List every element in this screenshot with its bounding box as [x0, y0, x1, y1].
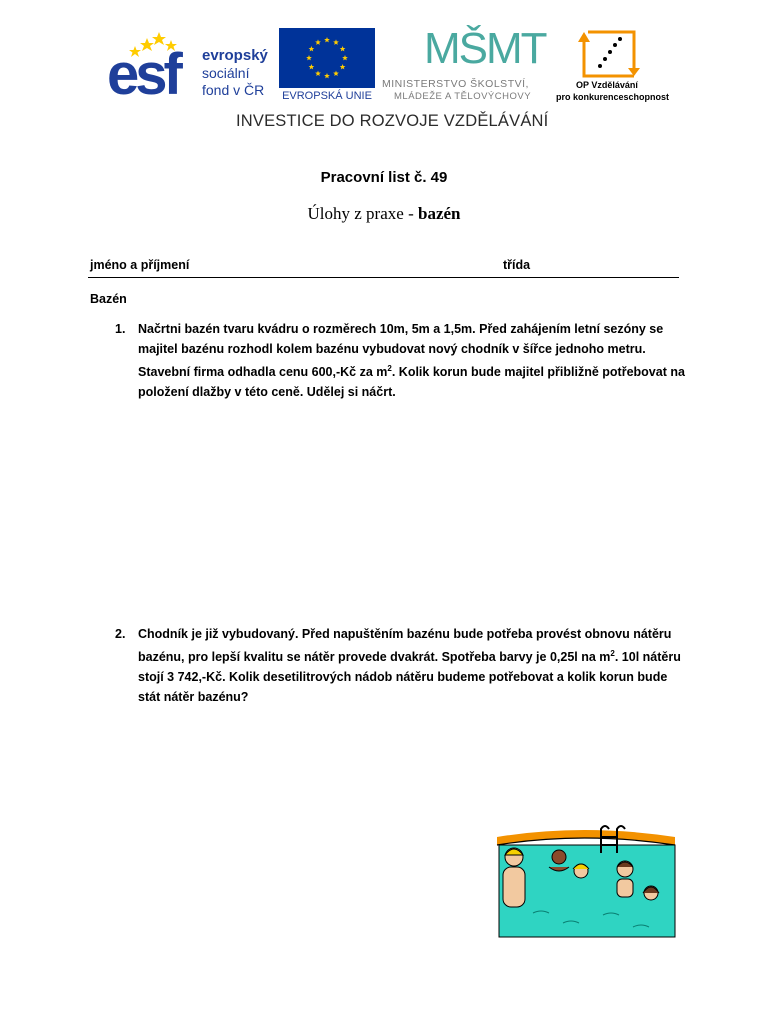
msmt-mark: MŠMT	[424, 24, 546, 73]
msmt-logo	[380, 24, 550, 104]
task-line: majitel bazénu rozhodl kolem bazénu vybudovat nový chodník v šířce jednoho metru.	[138, 342, 646, 356]
task-line: položení dlažby v této ceně. Udělej si náčrt.	[138, 385, 396, 400]
eu-logo	[279, 28, 375, 104]
task-line: stát nátěr bazénu?	[138, 690, 249, 705]
task-line-part: . 10l nátěru	[614, 650, 681, 665]
msmt-line1: MINISTERSTVO ŠKOLSTVÍ,	[382, 78, 529, 90]
task-line-part: bazénu, pro lepší kvalitu se nátěr provede dvakrát. Spotřeba barvy je 0,25l na m	[138, 650, 611, 665]
op-arrows-icon	[556, 28, 674, 80]
class-label: třída	[503, 258, 531, 272]
superscript: 2	[610, 649, 615, 658]
section-label: Bazén	[90, 292, 127, 306]
task-line: stojí 3 742,-Kč. Kolik desetilitrových nádob nátěru budeme potřebovat a kolik korun bude	[138, 670, 668, 685]
task-text	[138, 624, 685, 707]
task-item	[115, 319, 685, 402]
page-subtitle	[0, 204, 768, 224]
task-text	[138, 319, 685, 402]
esf-line3: fond v ČR	[202, 82, 265, 98]
eu-caption: EVROPSKÁ UNIE	[282, 90, 372, 102]
esf-line1: evropský	[202, 47, 268, 64]
esf-mark: esf	[107, 42, 179, 107]
tagline: INVESTICE DO ROZVOJE VZDĚLÁVÁNÍ	[236, 112, 549, 130]
op-logo	[556, 28, 674, 104]
esf-logo	[107, 28, 275, 107]
task-line-part: Stavební firma odhadla cenu 600,-Kč za m	[138, 365, 388, 380]
task-line: Načrtni bazén tvaru kvádru o rozměrech 10m, 5m a 1,5m. Před zahájením letní sezóny se	[138, 322, 664, 336]
task-item	[115, 624, 685, 707]
subtitle-bold-text: bazén	[417, 204, 461, 223]
name-label: jméno a příjmení	[90, 258, 190, 272]
op-line2: pro konkurenceschopnost	[556, 92, 670, 102]
swimming-pool-icon	[493, 823, 677, 939]
subtitle-text: Úlohy z praxe -	[307, 204, 418, 223]
task-line	[138, 644, 685, 667]
task-line: Chodník je již vybudovaný. Před napuštěním bazénu bude potřeba provést obnovu nátěru	[138, 627, 672, 641]
task-line-part: . Kolik korun bude majitel přibližně potřebovat na	[391, 365, 685, 380]
eu-flag-icon	[279, 28, 375, 88]
task-number: 2.	[115, 627, 126, 641]
esf-line2: sociální	[202, 65, 250, 81]
task-line	[138, 359, 685, 382]
page-title: Pracovní list č. 49	[320, 169, 448, 186]
name-underline	[88, 277, 679, 278]
pool-clipart	[493, 823, 677, 939]
task-number: 1.	[115, 322, 126, 336]
msmt-line2: MLÁDEŽE A TĚLOVÝCHOVY	[394, 91, 532, 102]
op-line1: OP Vzdělávání	[576, 80, 638, 90]
superscript: 2	[387, 364, 392, 373]
